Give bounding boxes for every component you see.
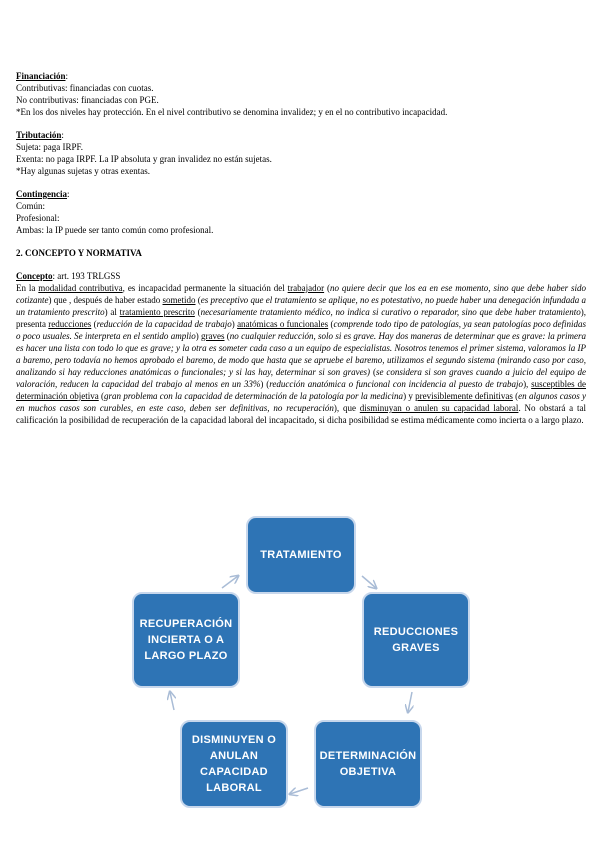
tributacion-line: *Hay algunas sujetas y otras exentas.	[16, 166, 150, 176]
cycle-diagram	[130, 512, 459, 812]
section-title: 2. CONCEPTO Y NORMATIVA	[16, 248, 142, 258]
node-tratamiento: TRATAMIENTO	[246, 516, 356, 594]
financiacion-line: Contributivas: financiadas con cuotas.	[16, 83, 154, 93]
arrow-4	[170, 692, 174, 710]
node-determinacion-objetiva: DETERMINACIÓN OBJETIVA	[314, 720, 422, 808]
concepto-heading: Concepto: art. 193 TRLGSS	[16, 271, 121, 281]
tributacion-heading: Tributación:	[16, 130, 64, 140]
concepto-paragraph: En la modalidad contributiva, es incapacidad permanente la situación del trabajador (no quiere decir que los ea en ese momento, sino que debe haber sido cotizante) que , después de haber estado sometido (es preceptivo que el tratamiento se aplique, no es potestativo, no puede haber una denegación infundada a un tratamiento prescrito) al tratamiento prescrito (necesariamente tratamiento médico, no indica si curativo o reparador, sino que debe haber tratamiento), presenta reducciones (reducción de la capacidad de trabajo) anatómicas o funcionales (comprende todo tipo de patologías, ya sean patologías poco definidas o poco usuales. Se interpreta en el sentido amplio) graves (no cualquier reducción, solo si es grave. Hay dos maneras de determinar que es grave: la primera es hacer una lista con todo lo que es grave; y la otra es someter cada caso a un equipo de especialistas. Nosotros tenemos el primer sistema, valoramos la IP a baremo, pero todavía no hemos aprobado el baremo, de modo que hasta que se apruebe el baremo, utilizamos el segundo sistema (mirando caso por caso, analizando si hay reducciones anatómicas o funcionales; y si las hay, determinar si son graves) (se considera si son graves cuando a juicio del equipo de valoración, reducen la capacidad del trabajo al menos en un 33%) (reducción anatómica o funcional con incidencia al puesto de trabajo), susceptibles de determinación objetiva (gran problema con la capacidad de determinación de la patología por la medicina) y previsiblemente definitivas (en algunos casos y en muchos casos son curables, en este caso, deben ser definitivas, no recuperación), que disminuyan o anulen su capacidad laboral. No obstará a tal calificación la posibilidad de recuperación de la capacidad laboral del incapacitado, si dicha posibilidad se estima médicamente como incierta o a largo plazo.	[16, 283, 587, 425]
node-disminuyen-anulan: DISMINUYEN O ANULAN CAPACIDAD LABORAL	[180, 720, 288, 808]
contingencia-heading: Contingencia:	[16, 189, 70, 199]
contingencia-line: Ambas: la IP puede ser tanto común como profesional.	[16, 225, 214, 235]
contingencia-line: Común:	[16, 201, 46, 211]
arrow-1	[362, 576, 376, 588]
financiacion-line: No contributivas: financiadas con PGE.	[16, 95, 159, 105]
tributacion-line: Exenta: no paga IRPF. La IP absoluta y gran invalidez no están sujetas.	[16, 154, 272, 164]
node-recuperacion-incierta: RECUPERACIÓN INCIERTA O A LARGO PLAZO	[132, 592, 240, 688]
financiacion-line: *En los dos niveles hay protección. En el nivel contributivo se denomina invalidez; y en el no contributivo incapacidad.	[16, 107, 448, 117]
arrow-2	[408, 692, 412, 712]
financiacion-heading: Financiación:	[16, 71, 69, 81]
arrow-5	[222, 576, 238, 588]
node-reducciones-graves: REDUCCIONES GRAVES	[362, 592, 470, 688]
arrow-3	[290, 788, 308, 794]
document-text	[16, 70, 586, 426]
tributacion-line: Sujeta: paga IRPF.	[16, 142, 84, 152]
contingencia-line: Profesional:	[16, 213, 60, 223]
